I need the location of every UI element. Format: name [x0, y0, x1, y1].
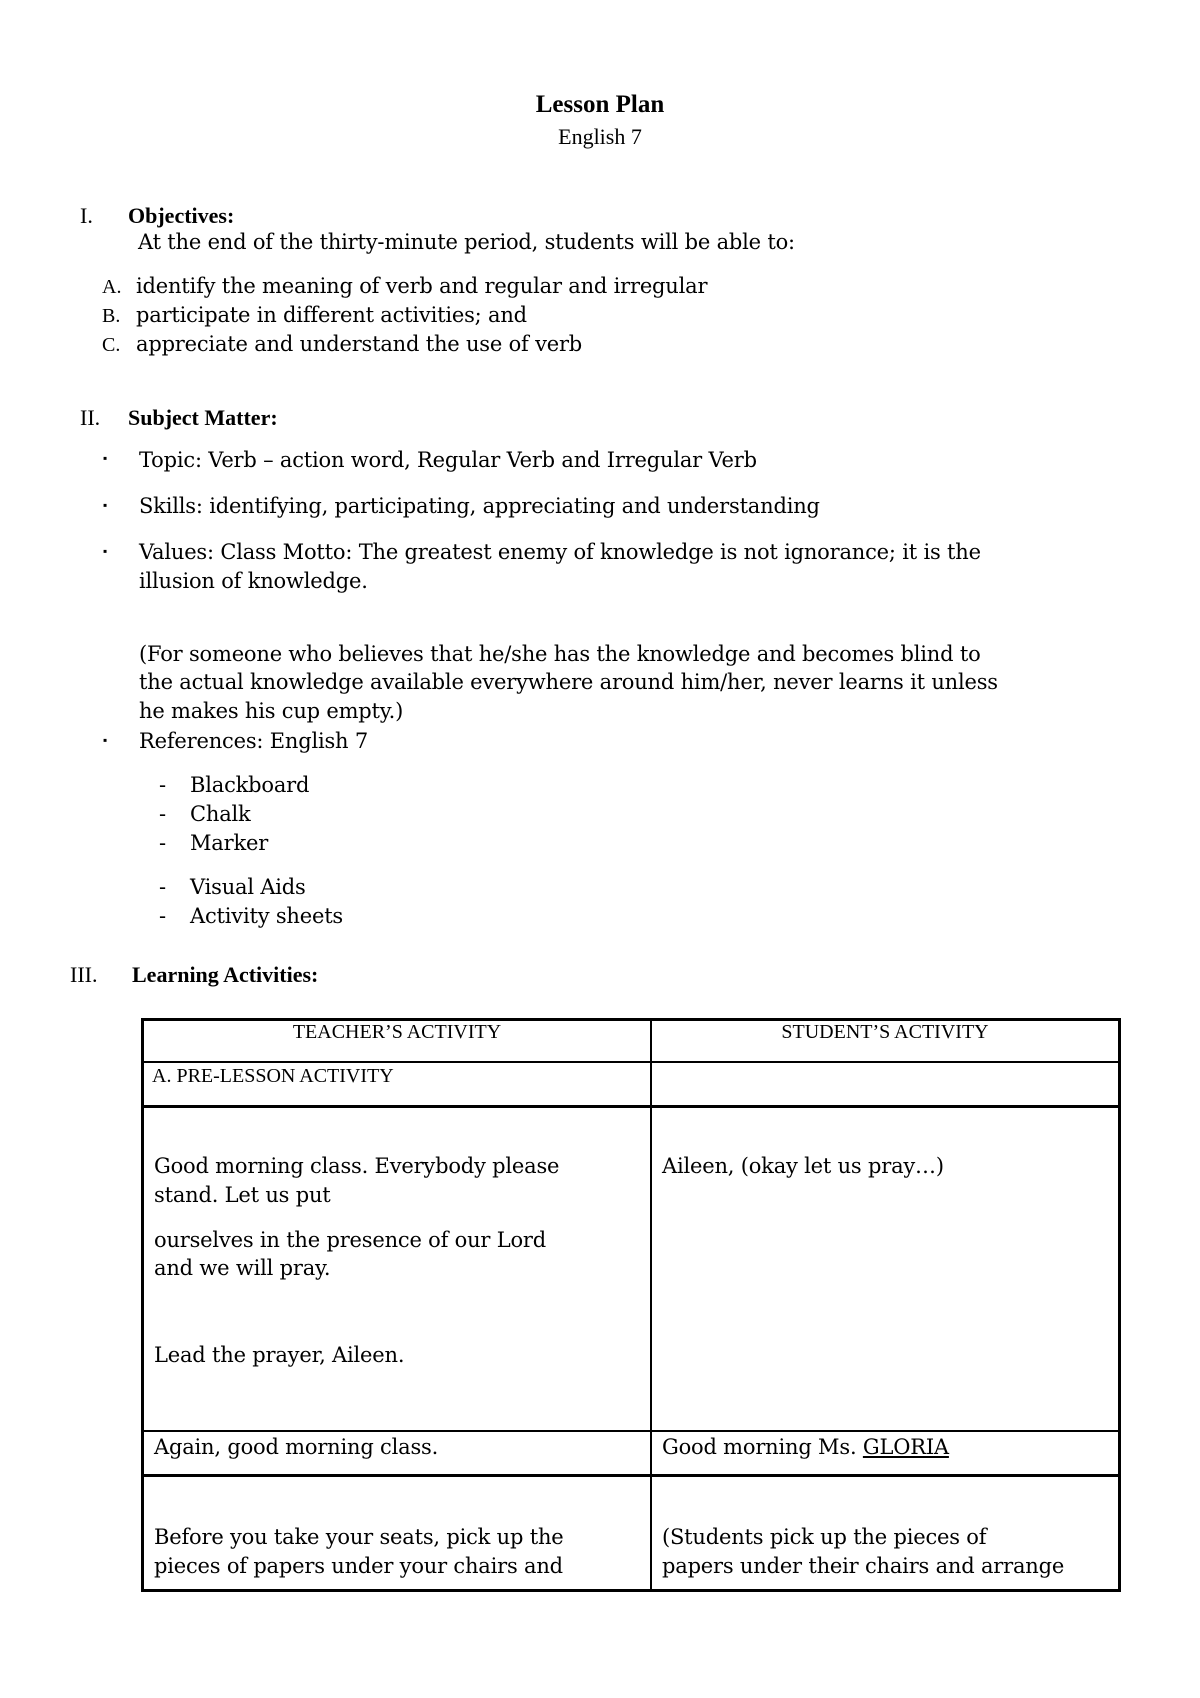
bullet-icon: ▪: [103, 733, 108, 747]
objective-marker-a: A.: [102, 276, 122, 298]
dash-icon: -: [159, 875, 166, 899]
teacher-name: GLORIA: [862, 1435, 949, 1459]
section-numeral-learning: III.: [70, 962, 98, 987]
motto-note-line1: (For someone who believes that he/she has the knowledge and becomes blind to: [139, 642, 981, 666]
objective-text-b: participate in different activities; and: [136, 303, 527, 327]
bullet-icon: ▪: [103, 544, 108, 558]
teacher-activity-line: and we will pray.: [154, 1256, 331, 1280]
subject-values-line1: Values: Class Motto: The greatest enemy of knowledge is not ignorance; it is the: [139, 540, 981, 564]
teacher-activity-line: Lead the prayer, Aileen.: [154, 1343, 405, 1367]
dash-icon: -: [159, 904, 166, 928]
material-item: Chalk: [190, 802, 251, 826]
subject-references: References: English 7: [139, 729, 369, 753]
teacher-activity-line: Again, good morning class.: [154, 1435, 439, 1459]
objective-marker-c: C.: [102, 334, 121, 356]
table-border-bottom: [141, 1589, 1121, 1592]
material-item: Blackboard: [190, 773, 310, 797]
bullet-icon: ▪: [103, 498, 108, 512]
teacher-activity-line: pieces of papers under your chairs and: [154, 1554, 563, 1578]
student-activity-line: Aileen, (okay let us pray…): [662, 1154, 944, 1178]
document-subtitle: English 7: [558, 124, 642, 149]
teacher-activity-line: stand. Let us put: [154, 1183, 331, 1207]
table-row-divider: [141, 1105, 1121, 1108]
objective-marker-b: B.: [102, 305, 121, 327]
student-greeting-prefix: Good morning Ms.: [662, 1435, 863, 1459]
dash-icon: -: [159, 773, 166, 797]
student-activity-line: (Students pick up the pieces of: [662, 1525, 987, 1549]
column-header-teacher: TEACHER’S ACTIVITY: [292, 1021, 502, 1043]
table-row-divider: [141, 1061, 1121, 1063]
objective-text-c: appreciate and understand the use of verb: [136, 332, 583, 356]
teacher-activity-line: Good morning class. Everybody please: [154, 1154, 560, 1178]
section-heading-learning: Learning Activities:: [132, 962, 319, 987]
table-row-divider: [141, 1474, 1121, 1477]
section-heading-subject: Subject Matter:: [128, 405, 278, 430]
teacher-activity-line: Before you take your seats, pick up the: [154, 1525, 564, 1549]
material-item: Marker: [190, 831, 269, 855]
section-label-pre-lesson: A. PRE-LESSON ACTIVITY: [152, 1065, 394, 1087]
material-item: Visual Aids: [190, 875, 306, 899]
table-row-divider: [141, 1430, 1121, 1432]
objective-text-a: identify the meaning of verb and regular and irregular: [136, 274, 708, 298]
subject-skills: Skills: identifying, participating, appreciating and understanding: [139, 494, 820, 518]
dash-icon: -: [159, 831, 166, 855]
section-numeral-subject: II.: [80, 405, 101, 430]
subject-values-line2: illusion of knowledge.: [139, 569, 368, 593]
column-header-student: STUDENT’S ACTIVITY: [781, 1021, 989, 1043]
motto-note-line2: the actual knowledge available everywhere around him/her, never learns it unless: [139, 670, 998, 694]
teacher-activity-line: ourselves in the presence of our Lord: [154, 1228, 546, 1252]
objectives-intro: At the end of the thirty-minute period, students will be able to:: [138, 230, 795, 254]
section-heading-objectives: Objectives:: [128, 203, 235, 228]
student-activity-line: [662, 1433, 949, 1462]
bullet-icon: ▪: [103, 451, 108, 465]
motto-note-line3: he makes his cup empty.): [139, 699, 404, 723]
student-activity-line: papers under their chairs and arrange: [662, 1554, 1065, 1578]
subject-topic: Topic: Verb – action word, Regular Verb and Irregular Verb: [139, 448, 757, 472]
document-title: Lesson Plan: [535, 91, 665, 118]
section-numeral-objectives: I.: [80, 203, 93, 228]
material-item: Activity sheets: [190, 904, 344, 928]
dash-icon: -: [159, 802, 166, 826]
